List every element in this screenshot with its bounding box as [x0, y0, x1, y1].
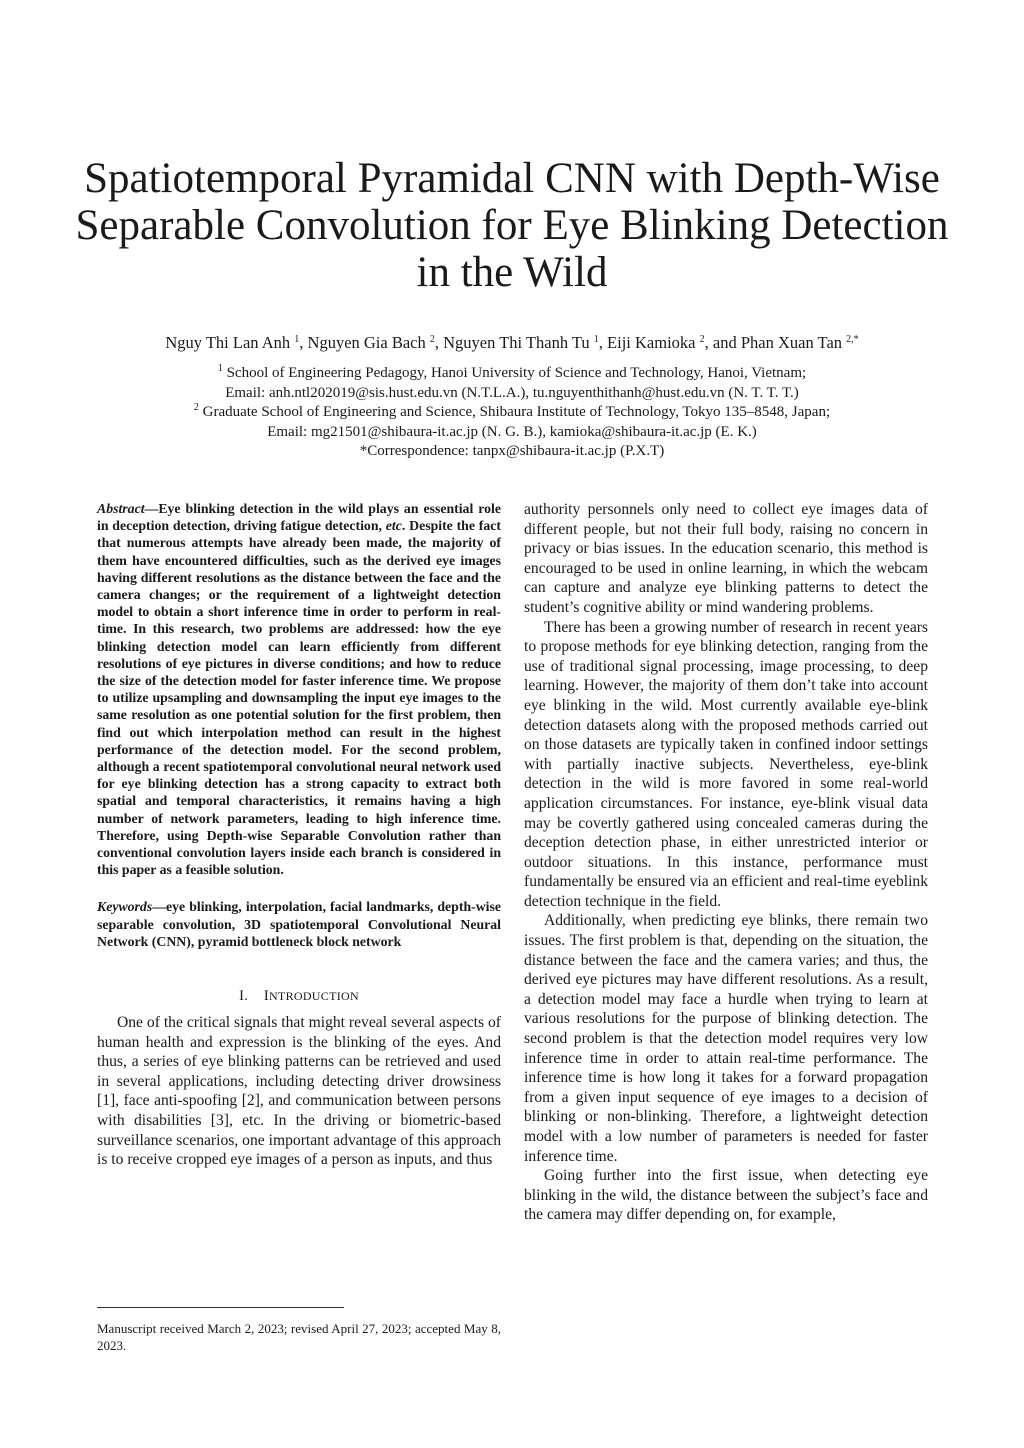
affiliation-mark: 2: [699, 334, 705, 345]
author-name: Nguyen Thi Thanh Tu: [443, 333, 590, 352]
affiliation-mark: 2: [429, 334, 435, 345]
affiliation-mark: 2,*: [846, 334, 859, 345]
affiliation-mark: 1: [294, 334, 300, 345]
abstract: Abstract—Eye blinking detection in the wild plays an essential role in deception detection, driving fatigue detection, etc. Despite the fact that numerous attempts have already been made, the majority of them have encountered difficulties, such as the derived eye images having different resolutions as the distance between the face and the camera changes; or the requirement of a lightweight detection model to obtain a short inference time in order to perform in real-time. In this research, two problems are addressed: how the eye blinking detection model can learn efficiently from different resolutions of eye pictures in diverse conditions; and how to reduce the size of the detection model for faster inference time. We propose to utilize upsampling and downsampling the input eye images to the same resolution as one potential solution for the first problem, then find out which interpolation method can result in the highest performance of the detection model. For the second problem, although a recent spatiotemporal convolutional neural network used for eye blinking detection has a strong capacity to extract both spatial and temporal characteristics, it remains having a high number of network parameters, leading to high inference time. Therefore, using Depth-wise Separable Convolution rather than conventional convolution layers inside each branch is considered in this paper as a feasible solution.: [97, 501, 501, 878]
author-name: Nguyen Gia Bach: [307, 333, 426, 352]
left-column: [97, 500, 501, 1170]
footnote: Manuscript received March 2, 2023; revised April 27, 2023; accepted May 8, 2023.: [97, 1321, 501, 1353]
affiliation-1-email: Email: anh.ntl202019@sis.hust.edu.vn (N.T.L.A.), tu.nguyenthithanh@hust.edu.vn (N. T. T. T.): [225, 384, 799, 401]
keywords-label: Keywords: [97, 899, 153, 915]
right-column: [524, 500, 928, 1225]
abstract-label: Abstract: [97, 501, 145, 516]
affiliations-block: [60, 364, 964, 462]
affiliation-1: $^1$ School of Engineering Pedagogy, Hanoi University of Science and Technology, Hanoi, Vietnam;: [217, 363, 807, 381]
body-paragraph: Going further into the first issue, when detecting eye blinking in the wild, the distance between the subject’s face and the camera may differ depending on, for example,: [524, 1167, 928, 1224]
body-paragraph: There has been a growing number of research in recent years to propose methods for eye blinking detection, ranging from the use of traditional signal processing, image processing, to deep learning. However, the majority of them don’t take into account eye blinking in the wild. Most currently available eye-blink detection datasets along with the proposed methods carried out on those datasets are typically taken in confined indoor settings with partially inactive subjects. Nevertheless, eye-blink detection in the wild is more favored in some real-world application circumstances. For instance, eye-blink visual data may be covertly gathered using concealed cameras during the deception detection phase, in either unrestricted interior or outdoor situations. In this instance, performance must fundamentally be ensured via an efficient and real-time eyeblink detection technique in the field.: [524, 618, 928, 910]
author-list: Nguy Thi Lan Anh $^1$, Nguyen Gia Bach $^2$, Nguyen Thi Thanh Tu $^1$, Eiji Kamioka $^2$, and Phan Xuan Tan $^{2,*}$: [165, 333, 859, 352]
body-paragraph: authority personnels only need to collect eye images data of different people, but not their full body, raising no concern in privacy or bias issues. In the education scenario, this method is encouraged to be used in online learning, in which the webcam can capture and analyze eye blinking patterns to detect the student’s cognitive ability or mind wandering problems.: [524, 501, 928, 616]
affiliation-mark: 1: [593, 334, 599, 345]
footnote-divider: [97, 1307, 344, 1308]
paper-title: Spatiotemporal Pyramidal CNN with Depth-Wise Separable Convolution for Eye Blinking Detection in the Wild: [75, 155, 949, 296]
correspondence: *Correspondence: tanpx@shibaura-it.ac.jp (P.X.T): [359, 443, 665, 459]
affiliation-2-email: Email: mg21501@shibaura-it.ac.jp (N. G. B.), kamioka@shibaura-it.ac.jp (E. K.): [267, 423, 757, 440]
author-name: Eiji Kamioka: [607, 333, 696, 352]
intro-paragraph: One of the critical signals that might reveal several aspects of human health and expression is the blinking of the eyes. And thus, a series of eye blinking patterns can be retrieved and used in several applications, including detecting driver drowsiness [1], face anti-spoofing [2], and communication between persons with disabilities [3], etc. In the driving or biometric-based surveillance scenarios, one important advantage of this approach is to receive cropped eye images of a person as inputs, and thus: [97, 1014, 501, 1169]
affiliation-2: $^2$ Graduate School of Engineering and Science, Shibaura Institute of Technology, Tokyo 135–8548, Japan;: [193, 402, 831, 420]
author-name: Phan Xuan Tan: [740, 333, 843, 352]
section-heading: I. INTRODUCTION: [239, 988, 359, 1005]
keywords: Keywords—eye blinking, interpolation, facial landmarks, depth-wise separable convolution, 3D spatiotemporal Convolutional Neural Network (CNN), pyramid bottleneck block network: [97, 899, 501, 949]
author-name: Nguy Thi Lan Anh: [165, 333, 291, 352]
body-paragraph: Additionally, when predicting eye blinks, there remain two issues. The first problem is that, depending on the situation, the distance between the face and the camera varies; and thus, the derived eye pictures may have different resolutions. As a result, a detection model may face a hurdle when trying to learn at various resolutions for the purpose of blinking detection. The second problem is that the detection model requires very low inference time in order to attain real-time performance. The inference time is how long it takes for a forward propagation from a given input sequence of eye images to a decision of blinking or non-blinking. Therefore, a lightweight detection model with a low number of parameters is needed for faster inference time.: [524, 912, 928, 1165]
